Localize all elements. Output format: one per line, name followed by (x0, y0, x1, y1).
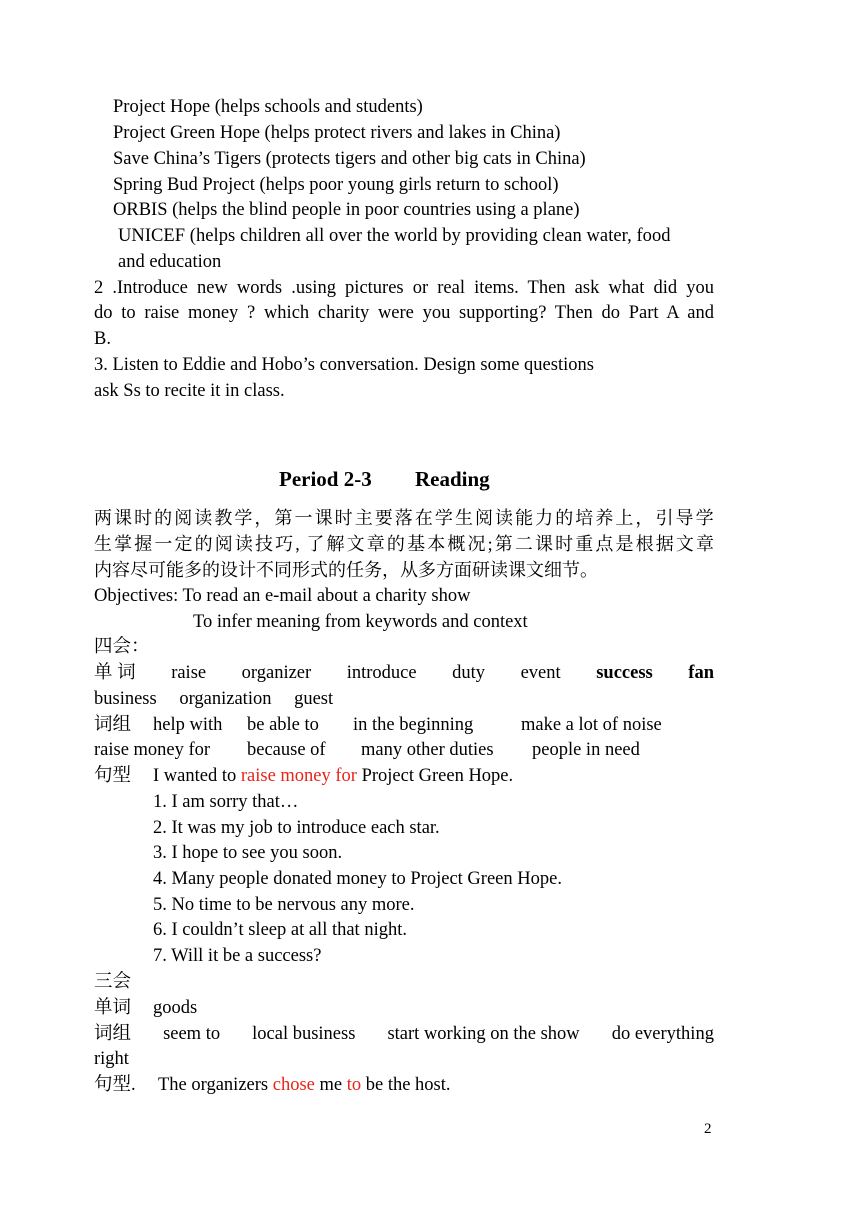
four-skills-phrases-row-2 (94, 739, 640, 761)
three-skills-sentence-label: 句型. (94, 1075, 136, 1095)
sentence-item: 4. Many people donated money to Project Green Hope. (153, 869, 562, 889)
three-skills-phrase-wrap: right (94, 1049, 129, 1069)
word-item: event (520, 663, 561, 683)
four-skills-heading: 四会： (94, 637, 150, 657)
sentence-item: 3. I hope to see you soon. (153, 843, 343, 863)
four-skills-words-row (94, 662, 714, 684)
sentence-highlight: chose (272, 1075, 315, 1095)
unicef-line-2: and education (118, 252, 222, 272)
cn-para-line-2: 生掌握一定的阅读技巧, 了解文章的基本概况;第二课时重点是根据文章 (94, 534, 714, 554)
word-item: business (94, 689, 157, 709)
sentence-item: 7. Will it be a success? (153, 946, 322, 966)
word-item: guest (294, 689, 334, 709)
cn-para-line-1: 两课时的阅读教学，第一课时主要落在学生阅读能力的培养上，引导学 (94, 508, 714, 528)
step3-line-1: 3. Listen to Eddie and Hobo’s conversation. Design some questions (94, 355, 594, 375)
word-item: organizer (241, 663, 312, 683)
sentences-label: 句型 (94, 766, 132, 786)
phrase-item: many other duties (361, 740, 494, 760)
sentence-highlight: to (346, 1075, 362, 1095)
list-item-orbis: ORBIS (helps the blind people in poor countries using a plane) (113, 200, 580, 220)
word-item: duty (452, 663, 486, 683)
phrase-item: because of (247, 740, 326, 760)
sentence-main (153, 765, 513, 787)
three-skills-phrases-row (94, 1023, 714, 1045)
sentence-highlight: raise money for (240, 766, 357, 786)
sentence-text: Project Green Hope. (356, 766, 514, 786)
cn-para-line-3: 内容尽可能多的设计不同形式的任务，从多方面研读课文细节。 (94, 560, 598, 580)
word-item: introduce (346, 663, 417, 683)
sentence-item: 2. It was my job to introduce each star. (153, 818, 440, 838)
step2-line-2: do to raise money ? which charity were you supporting? Then do Part A and (94, 303, 714, 323)
phrase-item: raise money for (94, 740, 211, 760)
objectives-line-1: Objectives: To read an e-mail about a charity show (94, 586, 471, 606)
sentence-item: 6. I couldn’t sleep at all that night. (153, 920, 407, 940)
phrase-item: start working on the show (387, 1024, 580, 1044)
word-item: organization (179, 689, 272, 709)
list-item-spring-bud: Spring Bud Project (helps poor young girls return to school) (113, 175, 559, 195)
four-skills-words-row-2 (94, 688, 333, 710)
step3-line-2: ask Ss to recite it in class. (94, 381, 285, 401)
three-skills-heading: 三会 (94, 972, 132, 992)
phrase-item: people in need (532, 740, 640, 760)
three-skills-words-label: 单词 (94, 998, 132, 1018)
four-skills-phrases-row (94, 714, 662, 736)
three-skills-word: goods (153, 998, 198, 1018)
step2-line-3: B. (94, 329, 111, 349)
sentence-text: The organizers (158, 1075, 273, 1095)
list-item-save-chinas-tigers: Save China’s Tigers (protects tigers and other big cats in China) (113, 149, 586, 169)
list-item-project-hope: Project Hope (helps schools and students) (113, 97, 423, 117)
word-item-bold: fan (688, 663, 714, 683)
phrase-item: make a lot of noise (521, 715, 662, 735)
sentence-text: I wanted to (153, 766, 241, 786)
phrase-item: local business (252, 1024, 356, 1044)
list-item-project-green-hope: Project Green Hope (helps protect rivers and lakes in China) (113, 123, 561, 143)
phrases-label: 词组 (94, 1024, 132, 1044)
phrase-item: in the beginning (353, 715, 474, 735)
period-name: Reading (415, 467, 490, 491)
word-item: raise (171, 663, 207, 683)
step2-line-1: 2 .Introduce new words .using pictures or real items. Then ask what did you (94, 278, 714, 298)
phrases-label: 词组 (94, 715, 132, 735)
objectives-line-2: To infer meaning from keywords and context (193, 612, 528, 632)
phrase-item: be able to (247, 715, 319, 735)
unicef-line-1: UNICEF (helps children all over the world by providing clean water, food (118, 226, 671, 246)
sentence-text: me (314, 1075, 347, 1095)
word-item-bold: success (596, 663, 653, 683)
phrase-item: help with (153, 715, 223, 735)
phrase-item: do everything (611, 1024, 714, 1044)
sentence-item: 5. No time to be nervous any more. (153, 895, 415, 915)
sentence-text: be the host. (361, 1075, 451, 1095)
sentence-item: 1. I am sorry that… (153, 792, 299, 812)
period-number: Period 2-3 (279, 467, 372, 491)
three-skills-sentence (158, 1074, 451, 1096)
words-label: 单 词 (94, 663, 136, 683)
page-number: 2 (704, 1121, 712, 1137)
list-item-unicef (118, 225, 714, 247)
phrase-item: seem to (163, 1024, 221, 1044)
